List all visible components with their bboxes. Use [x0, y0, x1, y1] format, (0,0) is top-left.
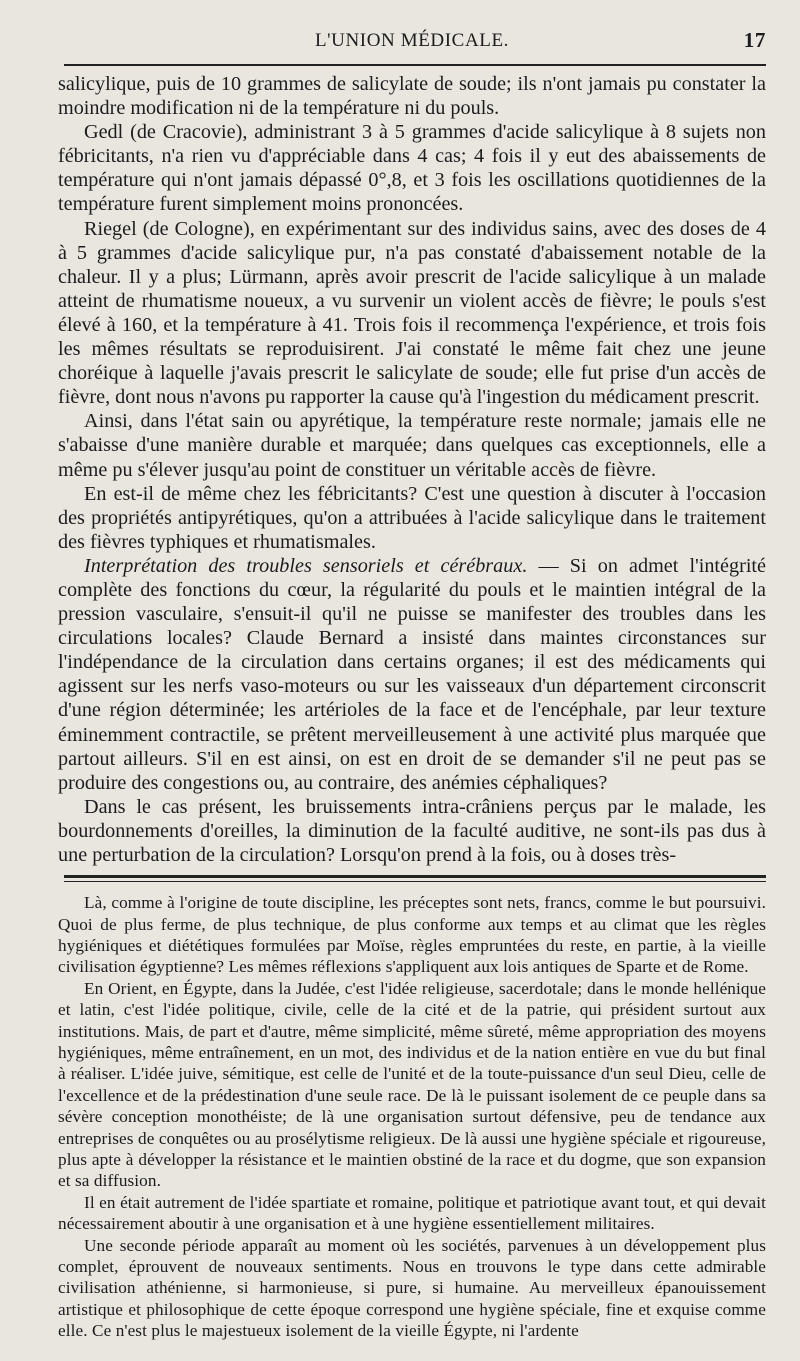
paragraph: salicylique, puis de 10 grammes de salicylate de soude; ils n'ont jamais pu constater la moindre modification ni de la température ni du pouls. — [58, 73, 766, 120]
main-column — [58, 72, 766, 867]
header-rule — [64, 64, 766, 66]
running-header — [58, 28, 766, 58]
page-number: 17 — [743, 28, 766, 52]
feuilleton-paragraph: Il en était autrement de l'idée spartiate et romaine, politique et patriotique avant tout, et qui devait nécessairement aboutir à une organisation et à une hygiène essentiellement militaires. — [58, 1192, 766, 1234]
paragraph — [58, 554, 766, 795]
feuilleton-paragraph: Une seconde période apparaît au moment où les sociétés, parvenues à un développement plus complet, éprouvent de nouveaux sentiments. Nous en trouvons le type dans cette admirable civilisation athénienne, si harmonieuse, si pure, si humaine. Au merveilleux épanouissement artistique et philosophique de cette époque correspond une hygiène spéciale, fine et exquise comme elle. Ce n'est plus le majestueux isolement de la vieille Égypte, ni l'ardente — [58, 1235, 766, 1341]
paragraph: Riegel (de Cologne), en expérimentant sur des individus sains, avec des doses de 4 à 5 grammes d'acide salicylique pur, n'a pas constaté d'abaissement notable de la chaleur. Il y a plus; Lürmann, après avoir prescrit de l'acide salicylique à un malade atteint de rhumatisme noueux, a vu survenir un violent accès de fièvre; le pouls s'est élevé à 160, et la température à 41. Trois fois il recommença l'expérience, et trois fois les mêmes résultats se reproduisirent. J'ai constaté le même fait chez une jeune choréique à laquelle j'avais prescrit le salicylate de soude; elle fut prise d'un accès de fièvre, dont nous n'avons pu rapporter la cause qu'à l'ingestion du médicament prescrit. — [58, 217, 766, 409]
section-heading: Interprétation des troubles sensoriels et cérébraux. — [84, 554, 528, 577]
journal-title: L'UNION MÉDICALE. — [314, 30, 510, 51]
feuilleton-paragraph: Là, comme à l'origine de toute discipline, les préceptes sont nets, francs, comme le but poursuivi. Quoi de plus ferme, de plus technique, de plus conforme aux temps et au climat que les règles hygiéniques et diététiques formulées par Moïse, règles empruntées du reste, en partie, à la vieille civilisation égyptienne? Les mêmes réflexions s'appliquent aux lois antiques de Sparte et de Rome. — [58, 893, 766, 977]
paragraph: En est-il de même chez les fébricitants? C'est une question à discuter à l'occasion des propriétés antipyrétiques, qu'on a attribuées à l'acide salicylique dans le traitement des fièvres typhiques et rhumatismales. — [58, 482, 766, 553]
paragraph: Dans le cas présent, les bruissements intra-crâniens perçus par le malade, les bourdonnements d'oreilles, la diminution de la faculté auditive, ne sont-ils pas dus à une perturbation de la circulation? Lorsqu'on prend à la fois, ou à doses très- — [58, 795, 766, 866]
paragraph: Ainsi, dans l'état sain ou apyrétique, la température reste normale; jamais elle ne s'abaisse d'une manière durable et marquée; dans quelques cas exceptionnels, elle a même pu s'élever jusqu'au point de constituer un véritable accès de fièvre. — [58, 410, 766, 481]
paragraph: Gedl (de Cracovie), administrant 3 à 5 grammes d'acide salicylique à 8 sujets non fébricitants, n'a rien vu d'appréciable dans 4 cas; 4 fois il y eut des abaissements de température qui n'ont jamais dépassé 0°,8, et 3 fois les oscillations quotidiennes de la température furent simplement moins prononcées. — [58, 121, 766, 216]
paragraph-text: — Si on admet l'intégrité complète des fonctions du cœur, la régularité du pouls et le maintien intégral de la pression vasculaire, s'ensuit-il qu'il ne puisse se manifester des troubles dans les circulations locales? Claude Bernard a insisté dans maintes circonstances sur l'indépendance de la circulation dans certains organes; il est des médicaments qui agissent sur les nerfs vaso-moteurs ou sur les vaisseaux d'un département circonscrit d'une région déterminée; les artérioles de la face et de l'encéphale, par leur texture éminemment contractile, se prêtent merveilleusement à une activité plus marquée que partout ailleurs. S'il en est ainsi, on est en droit de se demander s'il ne peut pas se produire des congestions ou, au contraire, des anémies céphaliques? — [58, 554, 766, 794]
feuilleton-separator — [64, 875, 766, 882]
feuilleton-column — [58, 892, 766, 1342]
feuilleton-paragraph: En Orient, en Égypte, dans la Judée, c'est l'idée religieuse, sacerdotale; dans le monde hellénique et latin, c'est l'idée politique, civile, celle de la cité et de la patrie, qui président surtout aux institutions. Mais, de part et d'autre, même simplicité, même sûreté, même appropriation des moyens hygiéniques, même entraînement, en un mot, des individus et de la nation entière en vue du but final à réaliser. L'idée juive, sémitique, est celle de l'unité et de la toute-puissance d'un seul Dieu, celle de l'excellence et de la prédestination d'une seule race. De là le puissant isolement de ce peuple dans sa sévère conception monothéiste; de là une organisation surtout défensive, peu de tendance aux entreprises de conquêtes ou au prosélytisme religieux. De là aussi une hygiène spéciale et rigoureuse, plus apte à développer la résistance et le maintien obstiné de la race et du dogme, que son expansion et sa diffusion. — [58, 978, 766, 1191]
